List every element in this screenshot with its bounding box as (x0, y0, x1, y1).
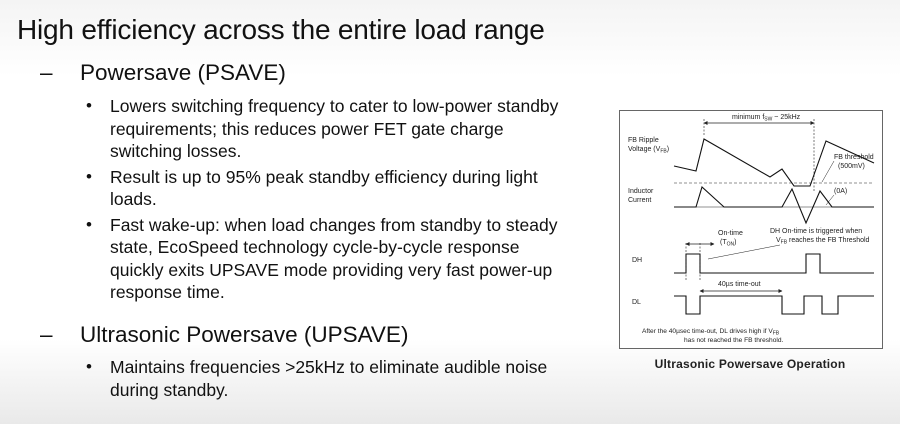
dh-label: DH (632, 257, 643, 264)
fb-ripple-label-2: Voltage $(V_{FB})$ (628, 146, 670, 155)
after-note-2: has not reached the FB threshold. (684, 337, 784, 344)
dh-note: DH On-time is triggered when (770, 228, 863, 235)
after-note: After the 40µsec time-out, DL drives high if $V_{FB}$ (642, 328, 780, 337)
bullet-item: • Result is up to 95% peak standby efficiency during light loads. (80, 166, 560, 211)
callout-line (822, 161, 834, 182)
fb-ripple-label: FB Ripple (628, 137, 659, 144)
bullet-item: • Maintains frequencies >25kHz to eliminate audible noise during standby. (80, 356, 560, 401)
dl-label: DL (632, 299, 641, 306)
bullet-item: • Fast wake-up: when load changes from standby to steady state, EcoSpeed technology cycle-by-cycle response quickly exits UPSAVE mode providing very fast power-up response time. (80, 214, 560, 304)
inductor-label: Inductor (628, 188, 654, 195)
bullet-list-upsave (80, 356, 560, 404)
dh-waveform (674, 254, 874, 273)
bullet-list-psave (80, 95, 560, 307)
dash-marker: – (40, 60, 53, 85)
dl-waveform (674, 296, 874, 314)
zero-amp-label: (0A) (834, 188, 848, 195)
fb-threshold-value: (500mV) (838, 163, 865, 170)
timing-diagram-svg (620, 111, 882, 348)
bullet-item: • Lowers switching frequency to cater to low-power standby requirements; this reduces power FET gate charge switching losses. (80, 95, 560, 163)
on-time-sub: $(T_{ON})$ (720, 239, 737, 248)
timing-diagram (619, 110, 883, 349)
callout-line (708, 245, 780, 259)
figure-caption: Ultrasonic Powersave Operation (654, 357, 846, 371)
timeout-label: 40µs time-out (718, 281, 761, 288)
inductor-label-2: Current (628, 197, 652, 204)
slide-title: High efficiency across the entire load range (17, 14, 545, 45)
heading-text: Powersave (PSAVE) (80, 60, 286, 85)
heading-text: Ultrasonic Powersave (UPSAVE) (80, 322, 409, 347)
min-fsw-label: minimum $f_{SW}$ ~ 25kHz (732, 114, 801, 123)
on-time-label: On-time (718, 230, 743, 237)
dh-note-2: $V_{FB}$ reaches the FB Threshold (776, 237, 870, 246)
dash-marker: – (40, 322, 53, 347)
fb-threshold-label: FB threshold (834, 154, 874, 161)
